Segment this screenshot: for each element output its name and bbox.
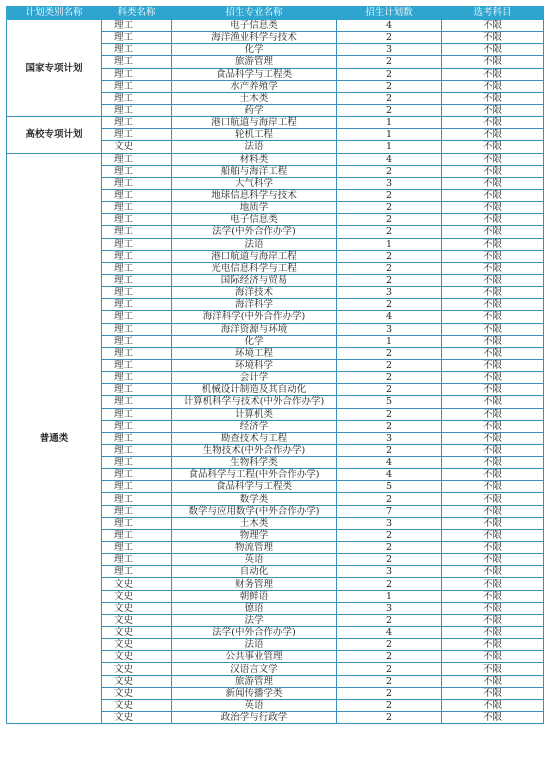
required-subjects-cell: 不限	[442, 517, 544, 529]
required-subjects-cell: 不限	[442, 627, 544, 639]
subject-type-cell: 理工	[102, 323, 172, 335]
required-subjects-cell: 不限	[442, 177, 544, 189]
required-subjects-cell: 不限	[442, 323, 544, 335]
subject-type-cell: 文史	[102, 639, 172, 651]
plan-count-cell: 2	[337, 189, 442, 201]
subject-type-cell: 理工	[102, 238, 172, 250]
subject-type-cell: 理工	[102, 32, 172, 44]
table-row	[7, 20, 544, 32]
plan-count-cell: 2	[337, 372, 442, 384]
subject-type-cell: 理工	[102, 469, 172, 481]
plan-count-cell: 2	[337, 384, 442, 396]
plan-category-cell: 普通类	[7, 153, 102, 724]
major-name-cell: 法语	[172, 238, 337, 250]
subject-type-cell: 理工	[102, 347, 172, 359]
major-name-cell: 环境工程	[172, 347, 337, 359]
plan-count-cell: 2	[337, 165, 442, 177]
plan-count-cell: 2	[337, 712, 442, 724]
table-body	[7, 20, 544, 724]
required-subjects-cell: 不限	[442, 712, 544, 724]
required-subjects-cell: 不限	[442, 56, 544, 68]
subject-type-cell: 理工	[102, 68, 172, 80]
required-subjects-cell: 不限	[442, 542, 544, 554]
table-row	[7, 153, 544, 165]
subject-type-cell: 理工	[102, 554, 172, 566]
major-name-cell: 土木类	[172, 92, 337, 104]
required-subjects-cell: 不限	[442, 335, 544, 347]
major-name-cell: 食品科学与工程类	[172, 68, 337, 80]
plan-count-cell: 2	[337, 214, 442, 226]
plan-count-cell: 2	[337, 299, 442, 311]
plan-count-cell: 2	[337, 614, 442, 626]
required-subjects-cell: 不限	[442, 505, 544, 517]
major-name-cell: 光电信息科学与工程	[172, 262, 337, 274]
major-name-cell: 旅游管理	[172, 675, 337, 687]
required-subjects-cell: 不限	[442, 529, 544, 541]
plan-count-cell: 3	[337, 323, 442, 335]
plan-count-cell: 2	[337, 554, 442, 566]
subject-type-cell: 理工	[102, 529, 172, 541]
major-name-cell: 数学类	[172, 493, 337, 505]
major-name-cell: 港口航道与海岸工程	[172, 117, 337, 129]
admission-plan-table	[6, 6, 544, 724]
plan-count-cell: 3	[337, 602, 442, 614]
major-name-cell: 轮机工程	[172, 129, 337, 141]
plan-count-cell: 2	[337, 444, 442, 456]
subject-type-cell: 理工	[102, 250, 172, 262]
plan-count-cell: 3	[337, 287, 442, 299]
plan-count-cell: 3	[337, 177, 442, 189]
subject-type-cell: 理工	[102, 262, 172, 274]
required-subjects-cell: 不限	[442, 80, 544, 92]
subject-type-cell: 理工	[102, 311, 172, 323]
major-name-cell: 生物技术(中外合作办学)	[172, 444, 337, 456]
subject-type-cell: 理工	[102, 384, 172, 396]
major-name-cell: 土木类	[172, 517, 337, 529]
major-name-cell: 电子信息类	[172, 20, 337, 32]
major-name-cell: 机械设计制造及其自动化	[172, 384, 337, 396]
major-name-cell: 食品科学与工程(中外合作办学)	[172, 469, 337, 481]
plan-count-cell: 3	[337, 517, 442, 529]
major-name-cell: 会计学	[172, 372, 337, 384]
subject-type-cell: 文史	[102, 712, 172, 724]
required-subjects-cell: 不限	[442, 481, 544, 493]
required-subjects-cell: 不限	[442, 614, 544, 626]
major-name-cell: 法学(中外合作办学)	[172, 226, 337, 238]
header-subject-type: 科类名称	[102, 7, 172, 20]
subject-type-cell: 理工	[102, 408, 172, 420]
major-name-cell: 计算机类	[172, 408, 337, 420]
major-name-cell: 自动化	[172, 566, 337, 578]
major-name-cell: 地球信息科学与技术	[172, 189, 337, 201]
plan-count-cell: 2	[337, 68, 442, 80]
subject-type-cell: 理工	[102, 226, 172, 238]
table-row	[7, 117, 544, 129]
major-name-cell: 水产养殖学	[172, 80, 337, 92]
plan-count-cell: 2	[337, 359, 442, 371]
major-name-cell: 英语	[172, 699, 337, 711]
major-name-cell: 公共事业管理	[172, 651, 337, 663]
plan-count-cell: 2	[337, 250, 442, 262]
major-name-cell: 计算机科学与技术(中外合作办学)	[172, 396, 337, 408]
plan-count-cell: 2	[337, 675, 442, 687]
required-subjects-cell: 不限	[442, 457, 544, 469]
plan-count-cell: 2	[337, 699, 442, 711]
header-major-name: 招生专业名称	[172, 7, 337, 20]
required-subjects-cell: 不限	[442, 44, 544, 56]
required-subjects-cell: 不限	[442, 699, 544, 711]
plan-count-cell: 2	[337, 347, 442, 359]
plan-count-cell: 2	[337, 420, 442, 432]
required-subjects-cell: 不限	[442, 384, 544, 396]
major-name-cell: 食品科学与工程类	[172, 481, 337, 493]
required-subjects-cell: 不限	[442, 20, 544, 32]
major-name-cell: 海洋资源与环境	[172, 323, 337, 335]
subject-type-cell: 理工	[102, 517, 172, 529]
plan-count-cell: 1	[337, 141, 442, 153]
major-name-cell: 海洋科学	[172, 299, 337, 311]
required-subjects-cell: 不限	[442, 165, 544, 177]
required-subjects-cell: 不限	[442, 32, 544, 44]
plan-count-cell: 3	[337, 432, 442, 444]
plan-count-cell: 4	[337, 457, 442, 469]
subject-type-cell: 理工	[102, 80, 172, 92]
subject-type-cell: 理工	[102, 202, 172, 214]
subject-type-cell: 理工	[102, 214, 172, 226]
plan-count-cell: 4	[337, 153, 442, 165]
required-subjects-cell: 不限	[442, 347, 544, 359]
major-name-cell: 法学	[172, 614, 337, 626]
subject-type-cell: 理工	[102, 493, 172, 505]
subject-type-cell: 文史	[102, 651, 172, 663]
required-subjects-cell: 不限	[442, 408, 544, 420]
major-name-cell: 药学	[172, 104, 337, 116]
major-name-cell: 财务管理	[172, 578, 337, 590]
plan-count-cell: 2	[337, 226, 442, 238]
subject-type-cell: 文史	[102, 590, 172, 602]
required-subjects-cell: 不限	[442, 675, 544, 687]
plan-count-cell: 2	[337, 202, 442, 214]
required-subjects-cell: 不限	[442, 226, 544, 238]
plan-count-cell: 1	[337, 117, 442, 129]
required-subjects-cell: 不限	[442, 602, 544, 614]
major-name-cell: 港口航道与海岸工程	[172, 250, 337, 262]
plan-count-cell: 1	[337, 335, 442, 347]
major-name-cell: 新闻传播学类	[172, 687, 337, 699]
plan-count-cell: 2	[337, 408, 442, 420]
subject-type-cell: 理工	[102, 129, 172, 141]
required-subjects-cell: 不限	[442, 444, 544, 456]
major-name-cell: 政治学与行政学	[172, 712, 337, 724]
subject-type-cell: 理工	[102, 117, 172, 129]
admission-plan-table-container	[6, 6, 543, 724]
plan-count-cell: 4	[337, 20, 442, 32]
subject-type-cell: 文史	[102, 614, 172, 626]
subject-type-cell: 理工	[102, 566, 172, 578]
required-subjects-cell: 不限	[442, 202, 544, 214]
subject-type-cell: 理工	[102, 104, 172, 116]
required-subjects-cell: 不限	[442, 68, 544, 80]
subject-type-cell: 理工	[102, 44, 172, 56]
required-subjects-cell: 不限	[442, 214, 544, 226]
header-plan-count: 招生计划数	[337, 7, 442, 20]
plan-category-cell: 高校专项计划	[7, 117, 102, 153]
plan-count-cell: 2	[337, 663, 442, 675]
plan-count-cell: 2	[337, 687, 442, 699]
major-name-cell: 物理学	[172, 529, 337, 541]
plan-category-cell: 国家专项计划	[7, 20, 102, 117]
plan-count-cell: 1	[337, 590, 442, 602]
major-name-cell: 经济学	[172, 420, 337, 432]
header-required-subjects: 选考科目	[442, 7, 544, 20]
required-subjects-cell: 不限	[442, 262, 544, 274]
subject-type-cell: 文史	[102, 578, 172, 590]
major-name-cell: 大气科学	[172, 177, 337, 189]
required-subjects-cell: 不限	[442, 274, 544, 286]
required-subjects-cell: 不限	[442, 651, 544, 663]
required-subjects-cell: 不限	[442, 359, 544, 371]
subject-type-cell: 文史	[102, 687, 172, 699]
plan-count-cell: 2	[337, 651, 442, 663]
subject-type-cell: 理工	[102, 457, 172, 469]
plan-count-cell: 2	[337, 80, 442, 92]
plan-count-cell: 4	[337, 311, 442, 323]
required-subjects-cell: 不限	[442, 141, 544, 153]
subject-type-cell: 理工	[102, 287, 172, 299]
major-name-cell: 地质学	[172, 202, 337, 214]
plan-count-cell: 3	[337, 44, 442, 56]
subject-type-cell: 理工	[102, 505, 172, 517]
plan-count-cell: 2	[337, 32, 442, 44]
plan-count-cell: 2	[337, 542, 442, 554]
required-subjects-cell: 不限	[442, 238, 544, 250]
major-name-cell: 国际经济与贸易	[172, 274, 337, 286]
major-name-cell: 物流管理	[172, 542, 337, 554]
subject-type-cell: 理工	[102, 189, 172, 201]
required-subjects-cell: 不限	[442, 299, 544, 311]
table-header-row	[7, 7, 544, 20]
required-subjects-cell: 不限	[442, 396, 544, 408]
subject-type-cell: 理工	[102, 481, 172, 493]
subject-type-cell: 理工	[102, 165, 172, 177]
plan-count-cell: 1	[337, 129, 442, 141]
required-subjects-cell: 不限	[442, 372, 544, 384]
major-name-cell: 环境科学	[172, 359, 337, 371]
subject-type-cell: 文史	[102, 627, 172, 639]
major-name-cell: 海洋科学(中外合作办学)	[172, 311, 337, 323]
plan-count-cell: 2	[337, 529, 442, 541]
subject-type-cell: 文史	[102, 675, 172, 687]
major-name-cell: 朝鲜语	[172, 590, 337, 602]
required-subjects-cell: 不限	[442, 153, 544, 165]
subject-type-cell: 理工	[102, 92, 172, 104]
major-name-cell: 化学	[172, 335, 337, 347]
plan-count-cell: 5	[337, 396, 442, 408]
plan-count-cell: 4	[337, 627, 442, 639]
major-name-cell: 材料类	[172, 153, 337, 165]
major-name-cell: 数学与应用数学(中外合作办学)	[172, 505, 337, 517]
subject-type-cell: 理工	[102, 335, 172, 347]
major-name-cell: 海洋渔业科学与技术	[172, 32, 337, 44]
subject-type-cell: 理工	[102, 177, 172, 189]
required-subjects-cell: 不限	[442, 420, 544, 432]
major-name-cell: 生物科学类	[172, 457, 337, 469]
subject-type-cell: 理工	[102, 299, 172, 311]
required-subjects-cell: 不限	[442, 117, 544, 129]
major-name-cell: 德语	[172, 602, 337, 614]
plan-count-cell: 2	[337, 639, 442, 651]
major-name-cell: 法语	[172, 639, 337, 651]
subject-type-cell: 理工	[102, 542, 172, 554]
major-name-cell: 电子信息类	[172, 214, 337, 226]
required-subjects-cell: 不限	[442, 639, 544, 651]
major-name-cell: 化学	[172, 44, 337, 56]
major-name-cell: 旅游管理	[172, 56, 337, 68]
subject-type-cell: 理工	[102, 274, 172, 286]
subject-type-cell: 理工	[102, 20, 172, 32]
plan-count-cell: 2	[337, 104, 442, 116]
required-subjects-cell: 不限	[442, 311, 544, 323]
subject-type-cell: 理工	[102, 359, 172, 371]
major-name-cell: 英语	[172, 554, 337, 566]
required-subjects-cell: 不限	[442, 687, 544, 699]
subject-type-cell: 文史	[102, 663, 172, 675]
required-subjects-cell: 不限	[442, 554, 544, 566]
subject-type-cell: 文史	[102, 141, 172, 153]
plan-count-cell: 2	[337, 578, 442, 590]
subject-type-cell: 理工	[102, 153, 172, 165]
plan-count-cell: 7	[337, 505, 442, 517]
required-subjects-cell: 不限	[442, 578, 544, 590]
subject-type-cell: 文史	[102, 602, 172, 614]
required-subjects-cell: 不限	[442, 129, 544, 141]
required-subjects-cell: 不限	[442, 189, 544, 201]
plan-count-cell: 4	[337, 469, 442, 481]
required-subjects-cell: 不限	[442, 590, 544, 602]
plan-count-cell: 2	[337, 274, 442, 286]
major-name-cell: 法语	[172, 141, 337, 153]
required-subjects-cell: 不限	[442, 432, 544, 444]
major-name-cell: 法学(中外合作办学)	[172, 627, 337, 639]
required-subjects-cell: 不限	[442, 663, 544, 675]
subject-type-cell: 文史	[102, 699, 172, 711]
plan-count-cell: 2	[337, 493, 442, 505]
plan-count-cell: 2	[337, 56, 442, 68]
plan-count-cell: 3	[337, 566, 442, 578]
subject-type-cell: 理工	[102, 432, 172, 444]
major-name-cell: 汉语言文学	[172, 663, 337, 675]
required-subjects-cell: 不限	[442, 566, 544, 578]
subject-type-cell: 理工	[102, 420, 172, 432]
plan-count-cell: 5	[337, 481, 442, 493]
required-subjects-cell: 不限	[442, 287, 544, 299]
required-subjects-cell: 不限	[442, 493, 544, 505]
major-name-cell: 船舶与海洋工程	[172, 165, 337, 177]
required-subjects-cell: 不限	[442, 469, 544, 481]
plan-count-cell: 2	[337, 262, 442, 274]
required-subjects-cell: 不限	[442, 104, 544, 116]
subject-type-cell: 理工	[102, 372, 172, 384]
header-plan-category: 计划类别名称	[7, 7, 102, 20]
plan-count-cell: 2	[337, 92, 442, 104]
major-name-cell: 勘查技术与工程	[172, 432, 337, 444]
subject-type-cell: 理工	[102, 56, 172, 68]
plan-count-cell: 1	[337, 238, 442, 250]
major-name-cell: 海洋技术	[172, 287, 337, 299]
required-subjects-cell: 不限	[442, 250, 544, 262]
required-subjects-cell: 不限	[442, 92, 544, 104]
subject-type-cell: 理工	[102, 444, 172, 456]
subject-type-cell: 理工	[102, 396, 172, 408]
